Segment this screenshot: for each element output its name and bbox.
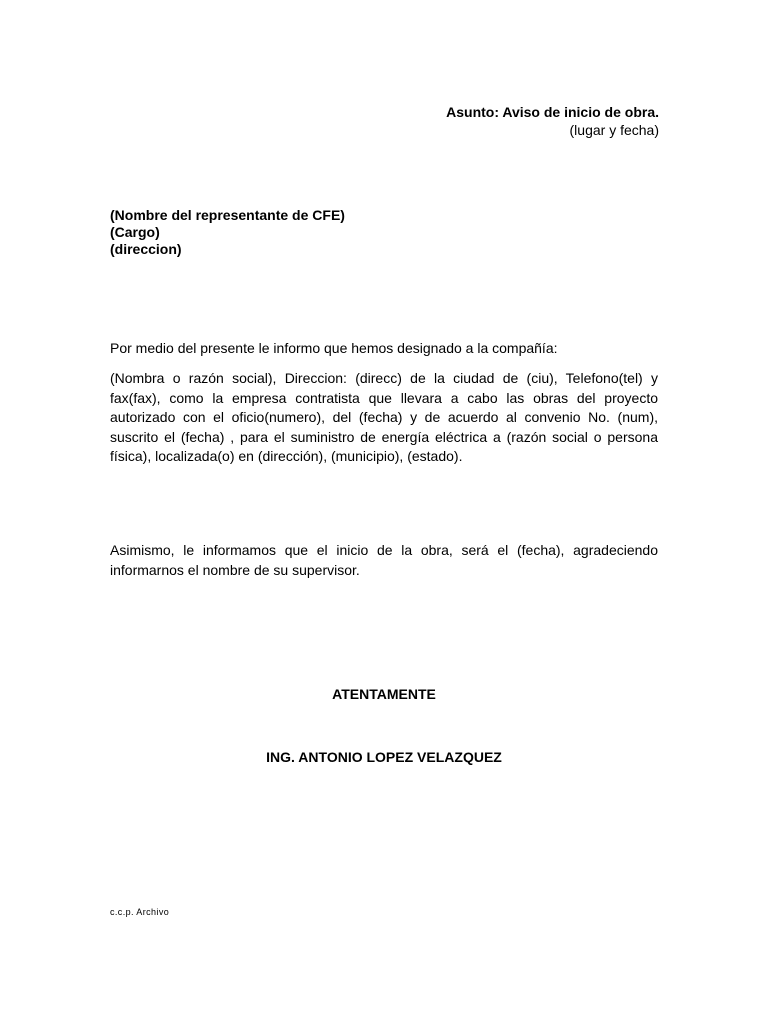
place-date: (lugar y fecha) [569,122,659,138]
recipient-block [110,207,345,258]
start-date-paragraph: Asimismo, le informamos que el inicio de la obra, será el (fecha), agradeciendo informarnos el nombre de su supervisor. [110,542,658,578]
closing-salutation: ATENTAMENTE [332,686,436,702]
recipient-address: (direccion) [110,241,182,257]
intro-paragraph: Por medio del presente le informo que hemos designado a la compañía: [110,340,558,356]
recipient-position: (Cargo) [110,224,160,240]
subject-block [446,103,659,139]
subject-title: Asunto: Aviso de inicio de obra. [446,104,659,120]
carbon-copy-note: c.c.p. Archivo [110,907,170,917]
company-details-paragraph: (Nombra o razón social), Direccion: (direcc) de la ciudad de (ciu), Telefono(tel) y fax(fax), como la empresa contratista que llevara a cabo las obras del proyecto autorizado con el oficio(numero), del (fecha) y de acuerdo al convenio No. (num), suscrito el (fecha) , para el suministro de energía eléctrica a (razón social o persona física), localizada(o) en (dirección), (municipio), (estado). [110,370,658,464]
signer-name: ING. ANTONIO LOPEZ VELAZQUEZ [266,749,502,765]
recipient-name: (Nombre del representante de CFE) [110,207,345,223]
